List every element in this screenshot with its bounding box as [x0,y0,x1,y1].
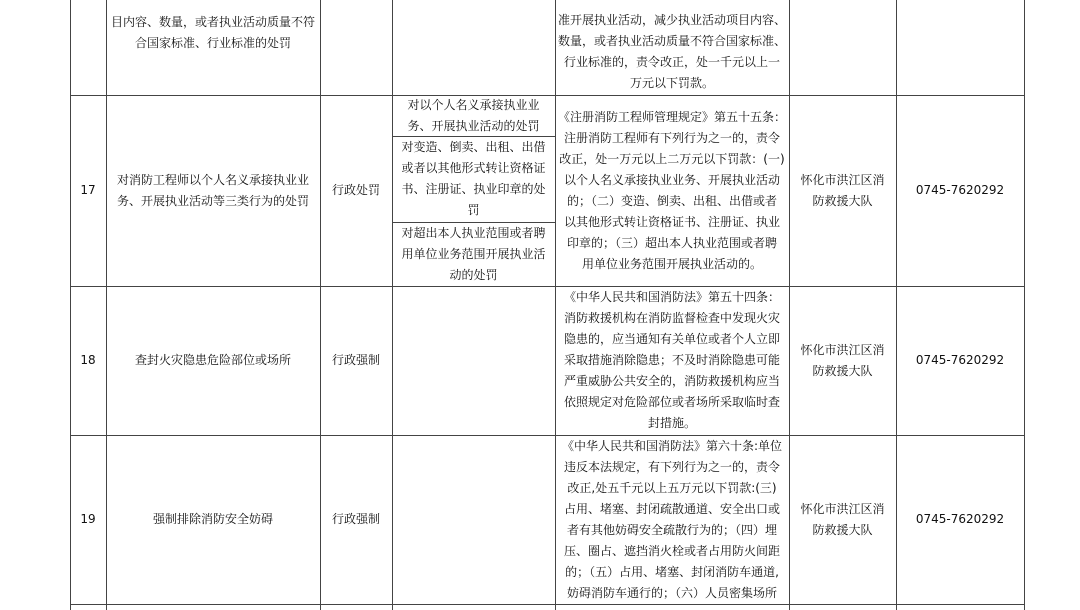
phone-cell [896,435,1024,604]
cell-text-line: 隐患的，应当通知有关单位或者个人立即 [563,332,780,346]
phone-number: 0745-7620292 [915,183,1005,197]
cell-text-line: 或者以其他形式转让资格证 [401,161,546,175]
category-text: 行政强制 [331,512,380,526]
cell-text-line: 合国家标准、行业标准的处罚 [134,36,291,50]
cell-text-line: 用单位业务范围开展执业活 [401,246,546,261]
cell-text-line: 防救援大队 [812,363,873,378]
cell-text-line: 动的处罚 [449,267,498,282]
cell-text-line: 对以个人名义承接执业业 [407,97,540,112]
subitem-cell [392,136,555,222]
cell-text-line: 万元以下罚款。 [629,75,714,90]
row-number-cell [70,95,106,286]
cell-text-line: 防救援大队 [812,193,873,208]
cell-text-line: 行业标准的，责令改正，处一千元以上一 [563,54,780,69]
cell-text-line: 印章的；（三）超出本人执业范围或者聘 [566,235,777,250]
item-name-cell [106,435,320,604]
cell-text-line: 改正，处一万元以上二万元以下罚款：(一) [559,151,785,166]
cell-text-line: 数量，或者执业活动质量不符合国家标准、 [557,33,786,48]
cell-text-line: 违反本法规定，有下列行为之一的，责令 [563,459,780,474]
row-number: 17 [80,183,96,197]
cell-text-line: 《中华人民共和国消防法》第六十条:单位 [561,438,783,453]
cell-text-line: 注册消防工程师有下列行为之一的，责令 [563,130,780,145]
phone-cell [896,286,1024,435]
table-border-bottom [70,604,1025,605]
column-divider [392,0,393,610]
category-cell [320,95,392,286]
legal-basis-cell [555,435,789,604]
cell-text-line: 对变造、倒卖、出租、出借 [401,140,546,154]
cell-text-line: 怀化市洪江区消 [800,172,885,187]
cell-text-line: 强制排除消防安全妨碍 [152,512,273,526]
legal-basis-cell [555,95,789,286]
category-cell [320,286,392,435]
agency-cell [789,95,896,286]
cell-text-line: 对超出本人执业范围或者聘 [401,225,546,240]
cell-text-line: 压、圈占、遮挡消火栓或者占用防火间距 [563,543,780,558]
cell-text-line: 以个人名义承接执业业务、开展执业活动 [563,172,780,187]
cell-text-line: 务、开展执业活动等三类行为的处罚 [116,193,309,208]
cell-text-line: 改正,处五千元以上五万元以下罚款:(三) [567,480,777,495]
cell-text-line: 采取措施消除隐患；不及时消除隐患可能 [563,353,780,367]
item-name-cell [106,95,320,286]
cell-text-line: 《注册消防工程师管理规定》第五十五条： [557,109,786,124]
row-number-cell [70,435,106,604]
phone-number: 0745-7620292 [915,353,1005,367]
cell-text-line: 妨碍消防车通行的；（六）人员密集场所 [566,585,777,600]
cell-text-line: 目内容、数量，或者执业活动质量不符 [110,15,315,29]
cell-text-line: 的；（二）变造、倒卖、出租、出借或者 [566,193,777,208]
category-text: 行政强制 [331,353,380,367]
table-border-right [1024,0,1025,610]
table-row [106,8,320,58]
cell-text-line: 封措施。 [647,416,696,430]
cell-text-line: 务、开展执业活动的处罚 [407,118,540,133]
category-cell [320,435,392,604]
cell-text-line: 罚 [467,203,480,217]
cell-text-line: 消防救援机构在消防监督检查中发现火灾 [563,311,780,325]
subitem-cell [392,95,555,136]
subitem-cell [392,222,555,286]
cell-text-line: 怀化市洪江区消 [800,342,885,357]
cell-text-line: 对消防工程师以个人名义承接执业业 [116,172,309,187]
cell-text-line: 怀化市洪江区消 [800,501,885,516]
cell-text-line: 以其他形式转让资格证书、注册证、执业 [563,214,780,229]
cell-text-line: 占用、堵塞、封闭疏散通道、安全出口或 [563,501,780,516]
row-number-cell [70,286,106,435]
cell-text-line: 书、注册证、执业印章的处 [401,182,546,196]
phone-cell [896,95,1024,286]
item-name-cell [106,286,320,435]
row-number: 18 [80,353,96,367]
cell-text-line: 严重威胁公共安全的，消防救援机构应当 [563,374,780,388]
cell-text-line: 用单位业务范围开展执业活动的。 [581,256,762,271]
row-number: 19 [80,512,96,526]
cell-text-line: 者有其他妨碍安全疏散行为的；（四）埋 [566,522,777,537]
agency-cell [789,286,896,435]
legal-basis-cell [555,286,789,435]
category-text: 行政处罚 [331,183,380,197]
item-name-cell [111,12,315,54]
cell-text-line: 依照规定对危险部位或者场所采取临时查 [563,395,780,409]
legal-basis-cell [555,8,789,95]
cell-text-line: 《中华人民共和国消防法》第五十四条： [563,290,780,304]
agency-cell [789,435,896,604]
phone-number: 0745-7620292 [915,512,1005,526]
cell-text-line: 的；（五）占用、堵塞、封闭消防车通道, [565,564,779,579]
cell-text-line: 准开展执业活动，减少执业活动项目内容、 [557,12,786,27]
cell-text-line: 防救援大队 [812,522,873,537]
cell-text-line: 查封火灾隐患危险部位或场所 [134,353,291,367]
